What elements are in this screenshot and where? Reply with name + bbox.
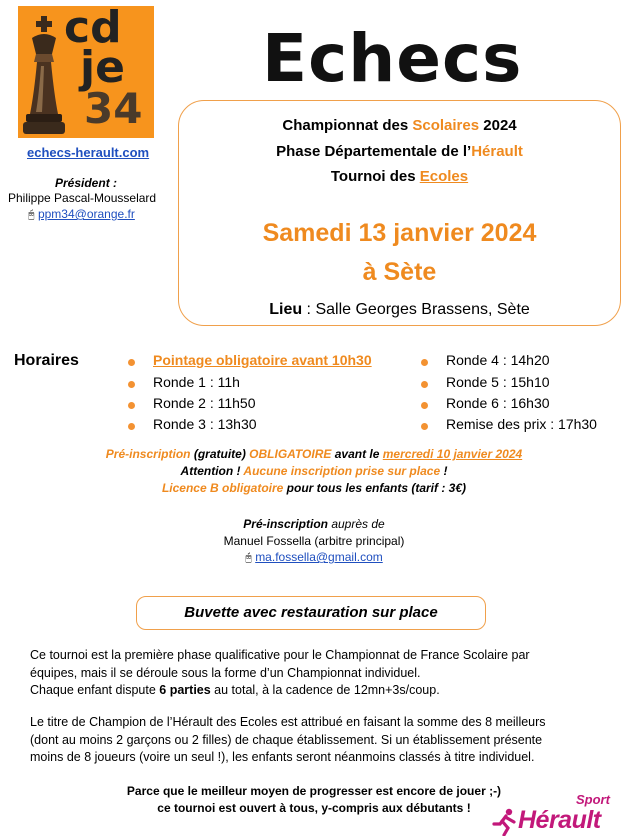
logo-text-je: je <box>80 42 125 93</box>
bullet-icon <box>128 359 135 366</box>
event-venue: Lieu : Salle Georges Brassens, Sète <box>269 301 530 318</box>
paragraph-1: Ce tournoi est la première phase qualificative pour le Championnat de France Scolaire par équipes, mais il se déroule sous la forme d’un Championnat individuel. Chaque enfant dispute 6 parties au total, à la cadence de 12mn+3s/coup. <box>30 648 530 697</box>
header-line-3: Tournoi des Ecoles <box>330 168 469 185</box>
schedule-heading: Horaires <box>14 352 79 369</box>
bullet-icon <box>128 423 135 430</box>
mouse-pointer-icon: 🖰 <box>245 552 252 564</box>
runner-icon <box>492 808 518 836</box>
registration-line-1: Pré-inscription (gratuite) OBLIGATOIRE avant le mercredi 10 janvier 2024 <box>105 447 523 461</box>
closing-line-2: ce tournoi est ouvert à tous, y-compris aux débutants ! <box>157 801 471 815</box>
president-label: Président : <box>55 176 118 190</box>
bullet-icon <box>421 359 428 366</box>
sport-herault-logo <box>490 792 622 838</box>
page-title: Echecs <box>262 20 523 97</box>
bullet-icon <box>128 402 135 409</box>
sport-logo-top: Sport <box>576 792 610 807</box>
contact-label: Pré-inscription auprès de <box>243 517 385 531</box>
registration-line-3: Licence B obligatoire pour tous les enfants (tarif : 3€) <box>161 481 467 495</box>
event-date: Samedi 13 janvier 2024 <box>262 219 537 247</box>
president-name: Philippe Pascal-Mousselard <box>8 191 157 205</box>
cdje34-logo <box>18 6 154 138</box>
bullet-icon <box>421 402 428 409</box>
schedule-item: Ronde 4 : 14h20 <box>446 352 550 368</box>
contact-email-link[interactable]: ma.fossella@gmail.com <box>255 550 383 564</box>
sport-logo-bottom: Hérault <box>518 806 601 834</box>
event-place: à Sète <box>362 258 437 286</box>
schedule-item: Ronde 3 : 13h30 <box>153 416 257 432</box>
event-box <box>178 100 621 326</box>
contact-email-row <box>0 550 628 565</box>
president-email-link[interactable]: ppm34@orange.fr <box>37 207 135 221</box>
president-email-row <box>28 207 135 222</box>
mouse-pointer-icon: 🖰 <box>28 209 35 221</box>
bullet-icon <box>128 381 135 388</box>
bullet-icon <box>421 381 428 388</box>
schedule-item: Ronde 1 : 11h <box>153 374 240 390</box>
chess-king-icon <box>22 14 66 138</box>
logo-text-cd: cd <box>64 6 122 53</box>
website-link[interactable]: echecs-herault.com <box>27 145 150 160</box>
schedule-item: Ronde 2 : 11h50 <box>153 395 256 411</box>
contact-name: Manuel Fossella (arbitre principal) <box>223 534 405 548</box>
schedule-item: Remise des prix : 17h30 <box>446 416 597 432</box>
logo-text-34: 34 <box>84 84 143 133</box>
closing-line-1: Parce que le meilleur moyen de progresser est encore de jouer ;-) <box>126 784 502 798</box>
schedule-item: Ronde 6 : 16h30 <box>446 395 550 411</box>
buvette-box: Buvette avec restauration sur place <box>136 596 486 630</box>
bullet-icon <box>421 423 428 430</box>
header-line-1: Championnat des Scolaires 2024 <box>282 117 517 134</box>
registration-line-2: Attention ! Aucune inscription prise sur place ! <box>180 464 448 478</box>
paragraph-2: Le titre de Champion de l’Hérault des Ecoles est attribué en faisant la somme des 8 meilleurs (dont au moins 2 garçons ou 2 filles) de chaque établissement. Si un établissement présente moins de 8 joueurs (voire un seul !), les enfants seront néanmoins classés à titre individuel. <box>30 715 546 764</box>
header-line-2: Phase Départementale de l’Hérault <box>276 143 523 160</box>
schedule-item: Pointage obligatoire avant 10h30 <box>153 352 372 368</box>
schedule-item: Ronde 5 : 15h10 <box>446 374 550 390</box>
